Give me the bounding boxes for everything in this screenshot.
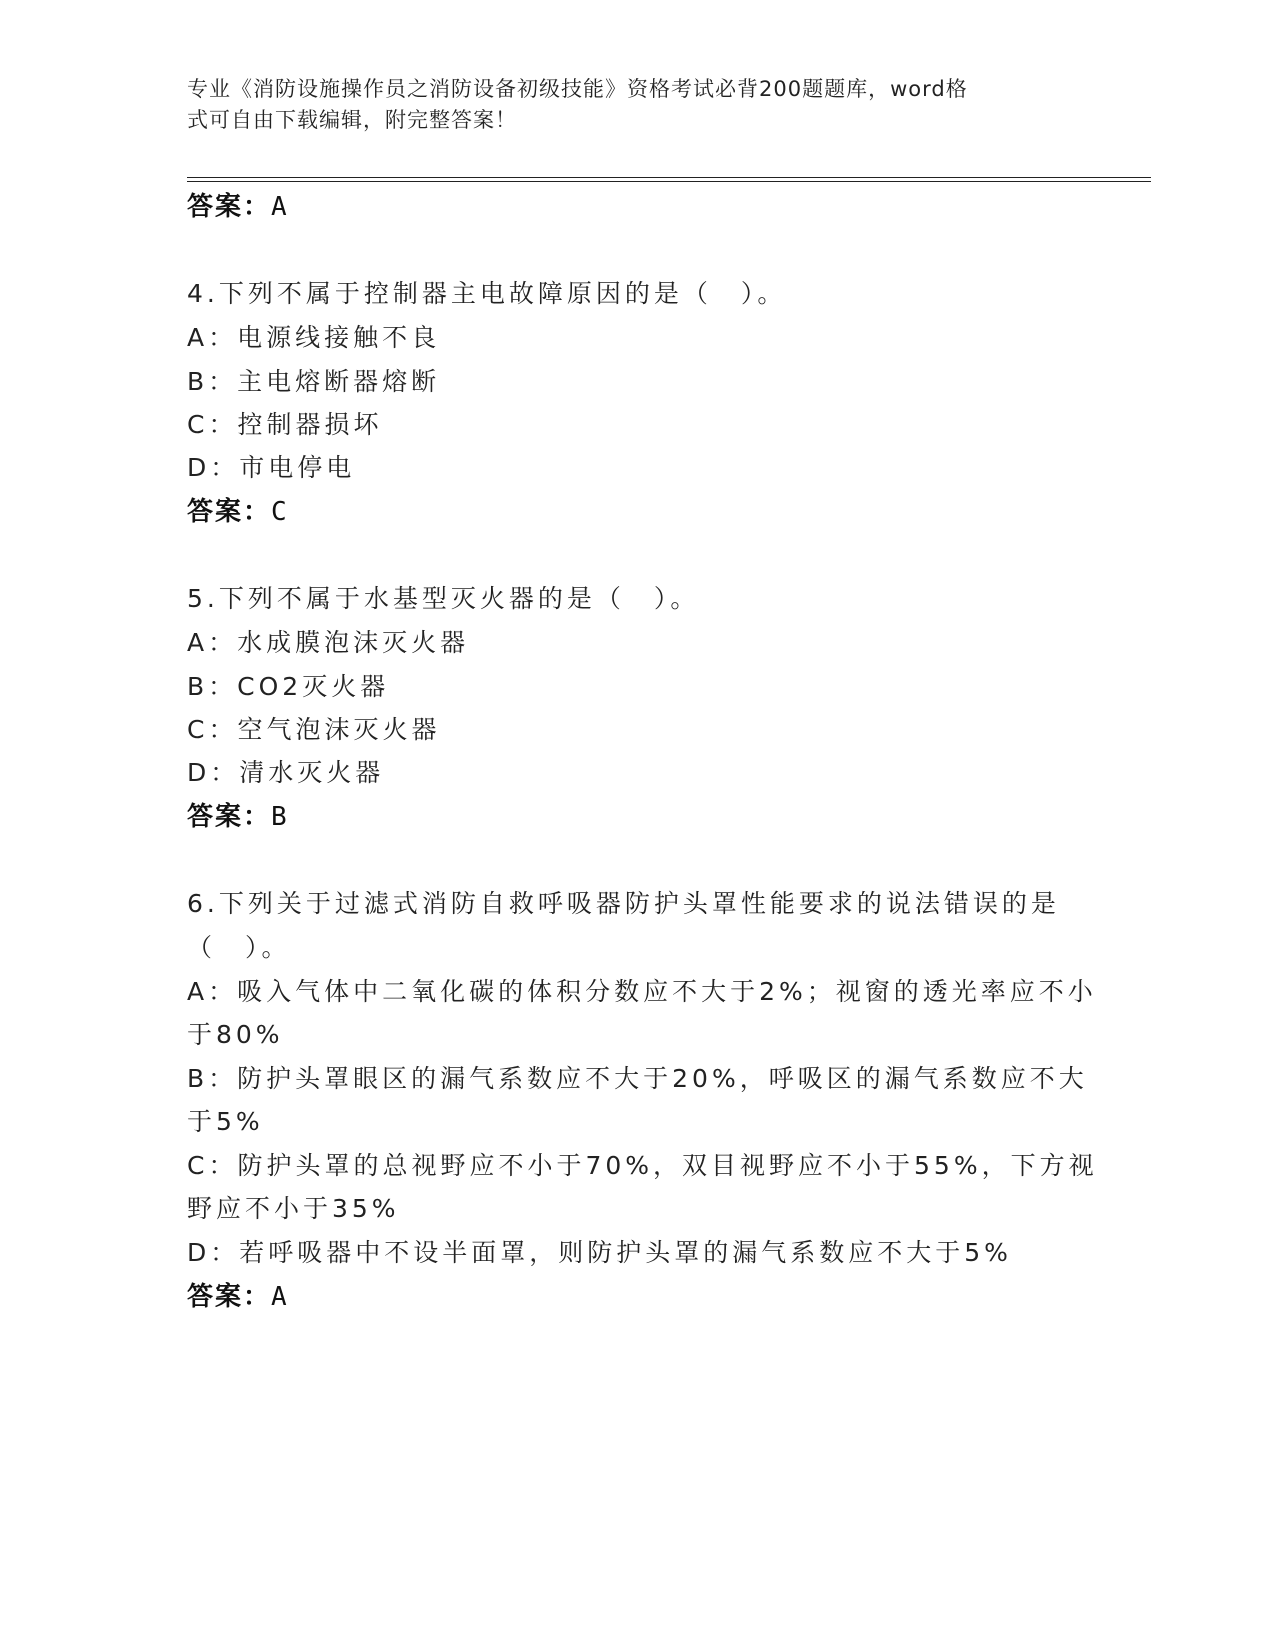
answer-line bbox=[187, 796, 289, 833]
header-line-1: 专业《消防设施操作员之消防设备初级技能》资格考试必背200题题库，word格 bbox=[187, 77, 968, 101]
question-text: 下列关于过滤式消防自救呼吸器防护头罩性能要求的说法错误的是 bbox=[218, 889, 1060, 918]
answer-value: A bbox=[271, 1282, 289, 1312]
question-text: 下列不属于控制器主电故障原因的是（ ）。 bbox=[218, 279, 787, 308]
option-a: A：电源线接触不良 bbox=[187, 323, 441, 352]
header-line-2: 式可自由下载编辑，附完整答案！ bbox=[187, 108, 517, 132]
answer-line bbox=[187, 491, 289, 528]
option-b-continued: 于5% bbox=[187, 1107, 264, 1136]
option-d: D：市电停电 bbox=[187, 453, 356, 482]
answer-value: A bbox=[271, 192, 289, 222]
option-c: C：控制器损坏 bbox=[187, 410, 383, 439]
option-a: A：吸入气体中二氧化碳的体积分数应不大于2%；视窗的透光率应不小 bbox=[187, 977, 1097, 1006]
question-stem bbox=[187, 884, 1060, 920]
option-c: C：空气泡沫灭火器 bbox=[187, 715, 441, 744]
option-b: B：防护头罩眼区的漏气系数应不大于20%，呼吸区的漏气系数应不大 bbox=[187, 1064, 1088, 1093]
question-text: 下列不属于水基型灭火器的是（ ）。 bbox=[218, 584, 700, 613]
answer-value: C bbox=[271, 497, 289, 527]
answer-label: 答案： bbox=[187, 497, 272, 527]
answer-line bbox=[187, 186, 289, 223]
question-number: 5. bbox=[187, 584, 219, 613]
option-d: D：清水灭火器 bbox=[187, 758, 385, 787]
header-rule-bottom bbox=[187, 181, 1151, 182]
question-stem bbox=[187, 579, 699, 615]
question-stem-continued: （ ）。 bbox=[187, 933, 291, 962]
question-number: 6. bbox=[187, 889, 219, 918]
option-b: B：主电熔断器熔断 bbox=[187, 367, 441, 396]
header-rule-top bbox=[187, 177, 1151, 178]
option-a: A：水成膜泡沫灭火器 bbox=[187, 628, 470, 657]
answer-line bbox=[187, 1276, 289, 1313]
answer-value: B bbox=[271, 802, 289, 832]
option-b: B：CO2灭火器 bbox=[187, 672, 390, 701]
option-a-continued: 于80% bbox=[187, 1020, 284, 1049]
answer-label: 答案： bbox=[187, 192, 272, 222]
option-c-continued: 野应不小于35% bbox=[187, 1194, 400, 1223]
answer-label: 答案： bbox=[187, 802, 272, 832]
option-d: D：若呼吸器中不设半面罩，则防护头罩的漏气系数应不大于5% bbox=[187, 1238, 1012, 1267]
question-stem bbox=[187, 274, 786, 310]
document-header bbox=[187, 74, 1067, 136]
question-number: 4. bbox=[187, 279, 219, 308]
option-c: C：防护头罩的总视野应不小于70%，双目视野应不小于55%，下方视 bbox=[187, 1151, 1098, 1180]
answer-label: 答案： bbox=[187, 1282, 272, 1312]
